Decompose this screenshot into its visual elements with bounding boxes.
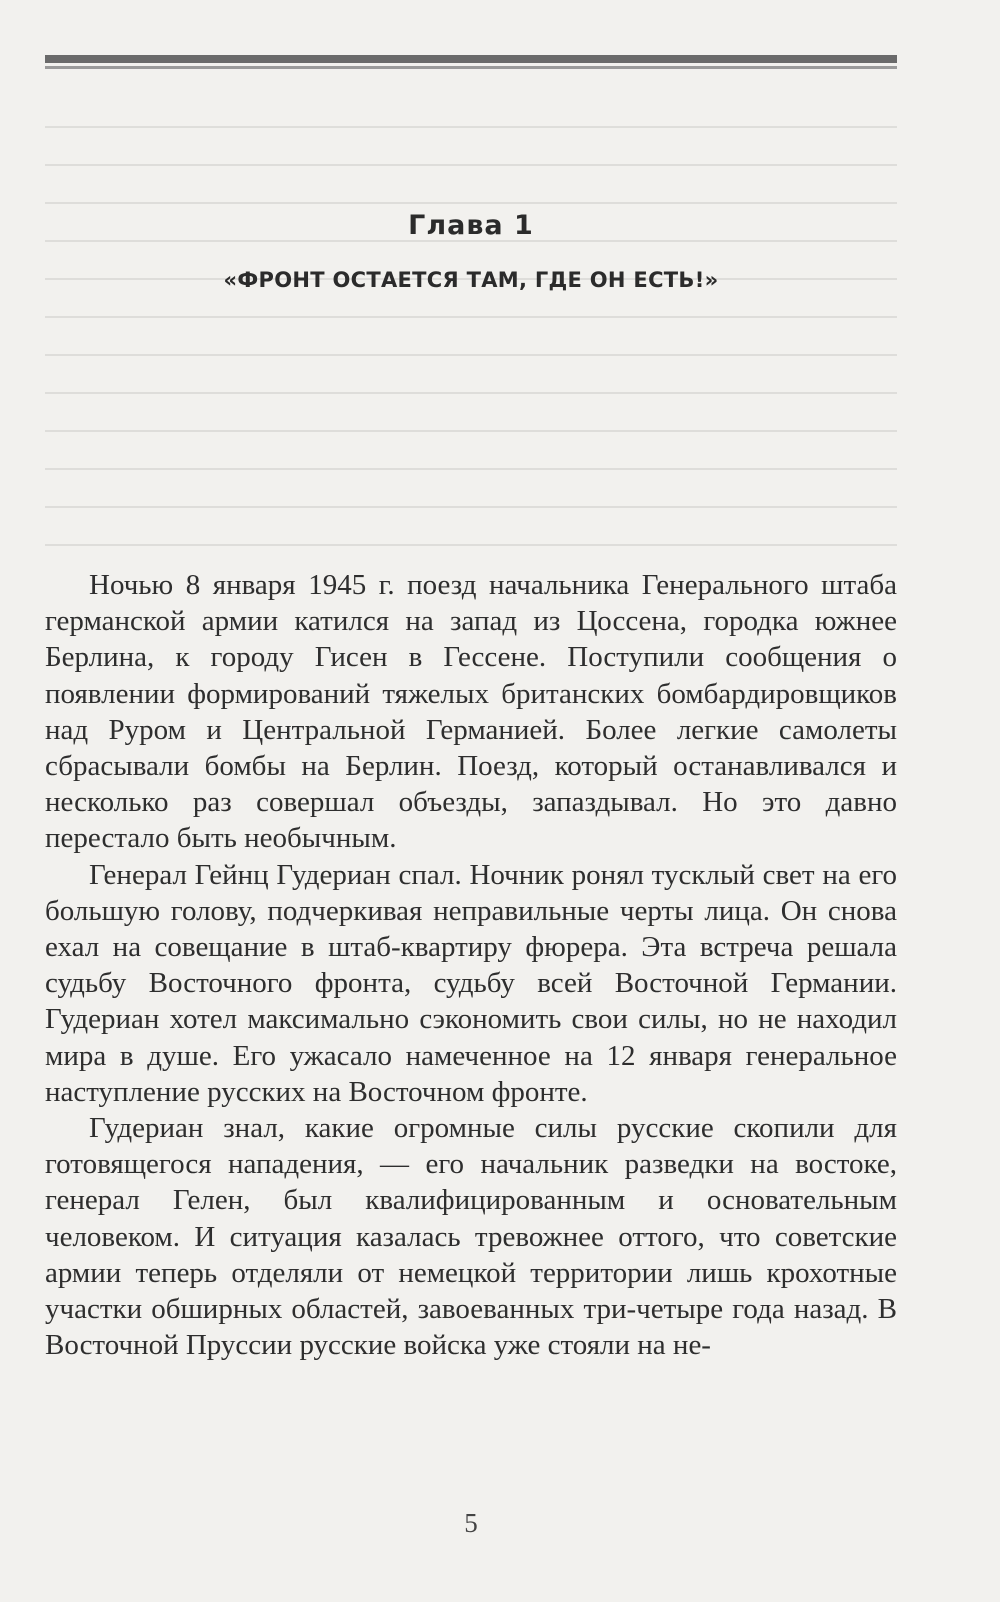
paragraph: Гудериан знал, какие огромные силы русские скопили для готовящегося нападения, — его начальник разведки на востоке, генерал Гелен, был квалифицированным и основательным человеком. И ситуация казалась тревожнее оттого, что советские армии теперь отделяли от немецкой территории лишь крохотные участки обширных областей, завоеванных три-четыре года назад. В Восточной Пруссии русские войска уже стояли на не- bbox=[45, 1112, 897, 1362]
header-rule bbox=[45, 55, 897, 63]
chapter-title: «ФРОНТ ОСТАЕТСЯ ТАМ, ГДЕ ОН ЕСТЬ!» bbox=[223, 268, 719, 292]
paragraph: Генерал Гейнц Гудериан спал. Ночник ронял тусклый свет на его большую голову, подчеркивая неправильные черты лица. Он снова ехал на совещание в штаб-квартиру фюрера. Эта встреча решала судьбу Восточного фронта, судьбу всей Восточной Германии. Гудериан хотел максимально сэкономить свои силы, но не находил мира в душе. Его ужасало намеченное на 12 января генеральное наступление русских на Восточном фронте. bbox=[45, 858, 897, 1108]
show-through-texture bbox=[45, 90, 897, 530]
chapter-number: Глава 1 bbox=[408, 210, 534, 241]
paragraph: Ночью 8 января 1945 г. поезд начальника Генерального штаба германской армии катился на запад из Цоссена, городка южнее Берлина, к городу Гисен в Гессене. Поступили сообщения о появлении формирований тяжелых британских бомбардировщиков над Руром и Центральной Германией. Более легкие самолеты сбрасывали бомбы на Берлин. Поезд, который останавливался и несколько раз совершал объезды, запаздывал. Но это давно перестало быть необычным. bbox=[45, 569, 897, 855]
page-number: 5 bbox=[464, 1508, 478, 1538]
header-rule-thin bbox=[45, 66, 897, 69]
body-text bbox=[45, 567, 897, 1363]
